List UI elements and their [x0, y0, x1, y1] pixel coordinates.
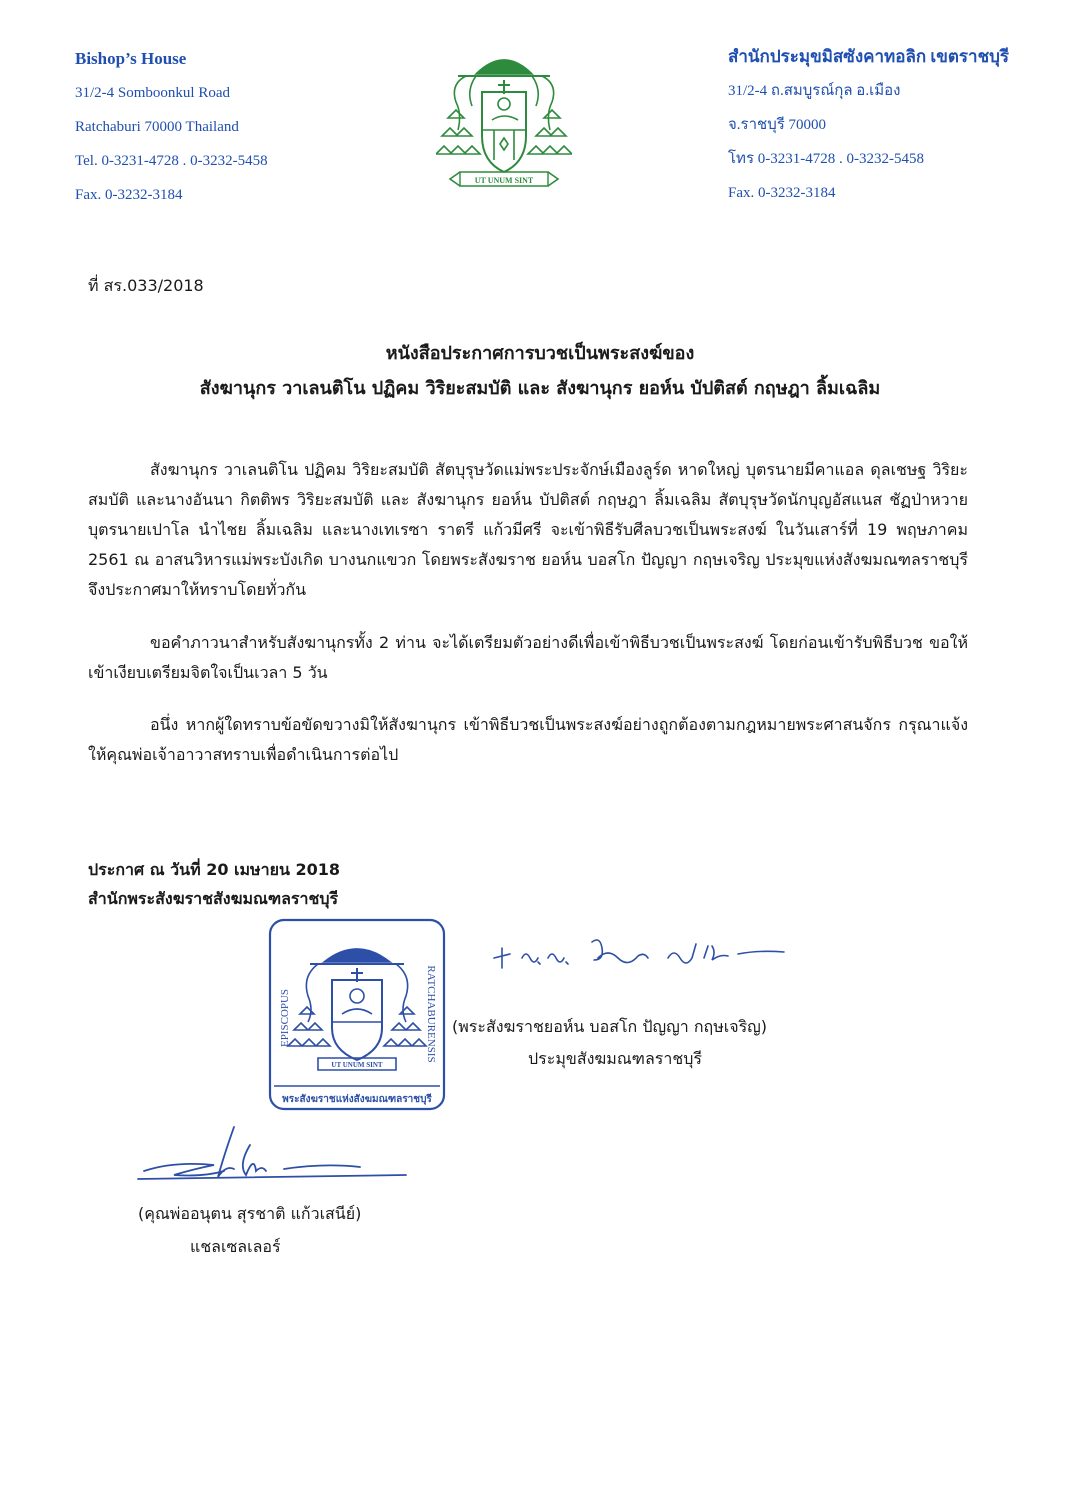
announcement-block — [88, 855, 340, 913]
seal-left-text: EPISCOPUS — [279, 988, 291, 1048]
fax-th: Fax. 0-3232-3184 — [728, 185, 836, 201]
announcement-office: สำนักพระสังฆราชสังฆมณฑลราชบุรี — [88, 889, 339, 908]
body-paragraph-2 — [88, 628, 968, 688]
reference-number: ที่ สร.033/2018 — [88, 276, 204, 295]
sender-name-th: สำนักประมุขมิสซังคาทอลิก เขตราชบุรี — [728, 47, 1010, 66]
seal-bottom-text: พระสังฆราชแห่งสังฆมณฑลราชบุรี — [282, 1094, 432, 1105]
paragraph-2-text: ขอคำภาวนาสำหรับสังฆานุกรทั้ง 2 ท่าน จะได้เตรียมตัวอย่างดีเพื่อเข้าพิธีบวชเป็นพระสงฆ์ โดยก่อนเข้ารับพิธีบวช ขอให้เข้าเงียบเตรียมจิตใจเป็นเวลา 5 วัน — [88, 633, 968, 682]
seal-right-text: RATCHABURENSIS — [425, 965, 437, 1063]
address-line1-th: 31/2-4 ถ.สมบูรณ์กุล อ.เมือง — [728, 83, 901, 99]
body-paragraph-3 — [88, 710, 968, 770]
letterhead-thai — [728, 42, 1009, 212]
document-title-line1: หนังสือประกาศการบวชเป็นพระสงฆ์ของ — [385, 343, 695, 364]
paragraph-3-text: อนึ่ง หากผู้ใดทราบข้อขัดขวางมิให้สังฆานุกร เข้าพิธีบวชเป็นพระสงฆ์อย่างถูกต้องตามกฎหมายพระศาสนจักร กรุณาแจ้งให้คุณพ่อเจ้าอาวาสทราบเพื่อดำเนินการต่อไป — [88, 715, 968, 764]
coat-of-arms-logo — [436, 40, 572, 190]
paragraph-1-text: สังฆานุกร วาเลนติโน ปฏิคม วิริยะสมบัติ สัตบุรุษวัดแม่พระประจักษ์เมืองลูร์ด หาดใหญ่ บุตรนายมีคาแอล ดุลเชษฐ วิริยะสมบัติ และนางอันนา กิตติพร วิริยะสมบัติ และ สังฆานุกร ยอห์น บัปติสต์ กฤษฎา ลิ้มเฉลิม สัตบุรุษวัดนักบุญอัสแนส ชัฏป่าหวาย บุตรนายเปาโล นำไชย ลิ้มเฉลิม และนางเทเรซา ราตรี แก้วมีศรี จะเข้าพิธีรับศีลบวชเป็นพระสงฆ์ ในวันเสาร์ที่ 19 พฤษภาคม 2561 ณ อาสนวิหารแม่พระบังเกิด บางนกแขวก โดยพระสังฆราช ยอห์น บอสโก ปัญญา กฤษเจริญ ประมุขแห่งสังฆมณฑลราชบุรี จึงประกาศมาให้ทราบโดยทั่วกัน — [88, 460, 968, 599]
signer2-name: (คุณพ่ออนุตน สุรชาติ แก้วเสนีย์) — [138, 1204, 362, 1223]
signer2-title: แชลเซลเลอร์ — [190, 1237, 281, 1256]
crest-motto: UT UNUM SINT — [474, 176, 534, 185]
address-line2-th: จ.ราชบุรี 70000 — [728, 117, 827, 133]
signer1-title: ประมุขสังฆมณฑลราชบุรี — [528, 1049, 702, 1068]
bishop-signature — [488, 928, 788, 978]
address-line1-en: 31/2-4 Somboonkul Road — [75, 85, 231, 101]
telephone-en: Tel. 0-3231-4728 . 0-3232-5458 — [75, 153, 268, 169]
body-paragraph-1 — [88, 455, 968, 605]
chancellor-signature — [134, 1125, 414, 1205]
sender-name-en: Bishop’s House — [75, 49, 187, 68]
document-title-line2: สังฆานุกร วาเลนติโน ปฏิคม วิริยะสมบัติ และ สังฆานุกร ยอห์น บัปติสต์ กฤษฎา ลิ้มเฉลิม — [199, 378, 881, 399]
official-seal-stamp — [268, 918, 446, 1111]
letterhead-english — [75, 44, 268, 214]
telephone-th: โทร 0-3231-4728 . 0-3232-5458 — [728, 151, 924, 167]
signer1-name: (พระสังฆราชยอห์น บอสโก ปัญญา กฤษเจริญ) — [452, 1017, 768, 1036]
address-line2-en: Ratchaburi 70000 Thailand — [75, 119, 239, 135]
seal-motto: UT UNUM SINT — [331, 1061, 383, 1069]
announcement-date: ประกาศ ณ วันที่ 20 เมษายน 2018 — [88, 860, 340, 879]
fax-en: Fax. 0-3232-3184 — [75, 187, 183, 203]
